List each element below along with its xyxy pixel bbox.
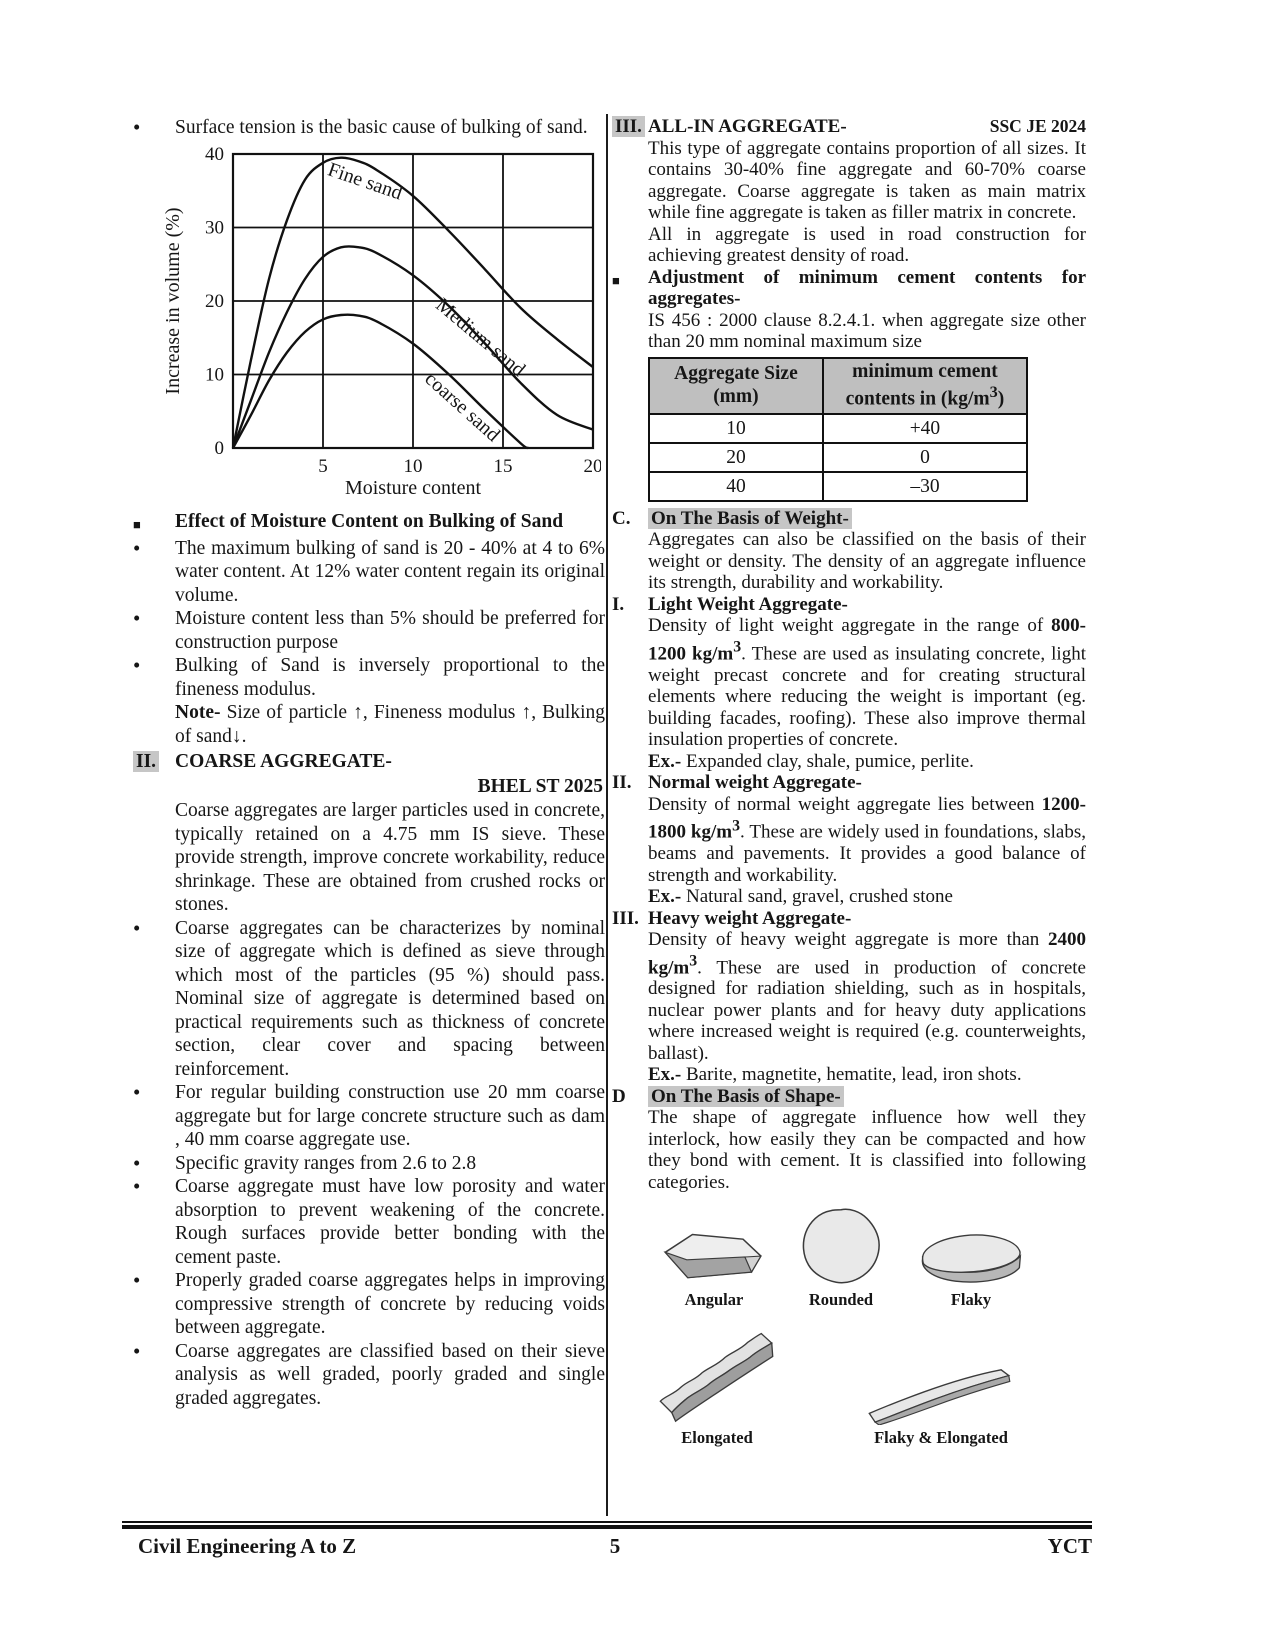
bulking-chart-svg bbox=[149, 146, 601, 498]
shape-label: Elongated bbox=[681, 1427, 753, 1447]
rounded-shape-figure bbox=[796, 1205, 886, 1311]
section-title: COARSE AGGREGATE- bbox=[175, 751, 392, 772]
moisture-heading: Effect of Moisture Content on Bulking of Sand bbox=[175, 511, 564, 532]
paragraph: This type of aggregate contains proportion of all sizes. It contains 30-40% fine aggregate and 60-70% coarse aggregate. Coarse aggregate is taken as main matrix while fine aggregate is taken as filler matrix in concrete. bbox=[648, 137, 1086, 223]
paragraph: Density of normal weight aggregate lies between 1200-1800 $kg/m^3$. These are widely used in foundations, slabs, beams and pavements. It provides a good balance of strength and workability. bbox=[648, 793, 1086, 886]
bullet-icon: • bbox=[133, 606, 141, 630]
svg-text:0: 0 bbox=[214, 437, 224, 459]
exam-tag: SSC JE 2024 bbox=[989, 116, 1086, 136]
list-item bbox=[133, 607, 605, 654]
section-number: D bbox=[612, 1085, 626, 1107]
list-item bbox=[133, 116, 605, 140]
cell-adjustment: +40 bbox=[823, 414, 1027, 443]
moisture-heading-row bbox=[133, 510, 605, 537]
angular-shape-illustration bbox=[658, 1227, 770, 1287]
bullet-icon: • bbox=[133, 535, 141, 560]
section-title-row bbox=[648, 116, 1086, 138]
subsection-heading-row bbox=[612, 594, 1086, 616]
svg-text:10: 10 bbox=[403, 455, 423, 477]
section-number: II. bbox=[133, 750, 175, 774]
paragraph: Aggregates can also be classified on the basis of their weight or density. The density of an aggregate influence its strength, durability and workability. bbox=[648, 529, 1086, 594]
flaky-shape-figure bbox=[912, 1227, 1030, 1311]
bullet-text: Coarse aggregates are classified based on their sieve analysis as well graded, poorly graded and single graded aggregates. bbox=[175, 1340, 605, 1409]
left-column bbox=[133, 116, 605, 1410]
shape-label: Flaky bbox=[950, 1290, 992, 1310]
elongated-shape-figure bbox=[652, 1325, 782, 1449]
list-item bbox=[133, 1340, 605, 1411]
flaky-shape-illustration bbox=[912, 1227, 1030, 1287]
footer bbox=[122, 1534, 1092, 1559]
subsection-heading-row bbox=[612, 908, 1086, 930]
svg-text:coarse sand: coarse sand bbox=[420, 367, 505, 446]
cell-adjustment: –30 bbox=[823, 472, 1027, 501]
section-title: ALL-IN AGGREGATE- bbox=[648, 116, 847, 137]
subsection-number: I. bbox=[612, 593, 625, 615]
bulking-of-sand-chart bbox=[149, 146, 605, 505]
angular-shape-figure bbox=[658, 1227, 770, 1311]
bullet-icon: • bbox=[133, 915, 141, 940]
svg-text:Moisture content: Moisture content bbox=[344, 476, 482, 498]
intro-bullet-text: Surface tension is the basic cause of bulking of sand. bbox=[175, 117, 588, 138]
section-heading-row bbox=[612, 1086, 1086, 1108]
subsection-number: III. bbox=[612, 907, 639, 929]
subsection-number: II. bbox=[612, 772, 632, 794]
subsection-heading-row bbox=[612, 772, 1086, 794]
column-header-min-cement: minimum cement contents in $(kg/m^3)$ bbox=[823, 358, 1027, 414]
note-label: Note- bbox=[175, 702, 221, 723]
square-bullet-icon: ■ bbox=[133, 517, 141, 532]
cell-size: 10 bbox=[649, 414, 823, 443]
paragraph: Density of light weight aggregate in the range of 800-1200 $kg/m^3$. These are used as insulating concrete, light weight precast concrete and for creating structural elements where reducing the weight is important (eg. building facades, roofing). These also improve thermal insulation properties of concrete. bbox=[648, 615, 1086, 751]
svg-text:40: 40 bbox=[205, 145, 224, 165]
list-item bbox=[133, 917, 605, 1082]
bullet-text: Properly graded coarse aggregates helps in improving compressive strength of concrete by reducing voids between aggregate. bbox=[175, 1270, 605, 1338]
bullet-icon: • bbox=[133, 1150, 141, 1175]
adjustment-heading-row bbox=[612, 267, 1086, 310]
cell-adjustment: 0 bbox=[823, 443, 1027, 472]
list-item bbox=[133, 1152, 605, 1176]
paragraph: Coarse aggregates are larger particles used in concrete, typically retained on a 4.75 mm IS sieve. These provide strength, improve concrete workability, reduce shrinkage. These are obtained from crushed rocks or stones. bbox=[175, 800, 605, 915]
svg-text:5: 5 bbox=[318, 455, 328, 477]
shape-label: Angular bbox=[684, 1290, 744, 1310]
cell-size: 20 bbox=[649, 443, 823, 472]
paragraph: Density of heavy weight aggregate is more than 2400 $kg/m^3$. These are used in production of concrete designed for radiation shielding, such as in hospitals, nuclear power plants and for heavy duty applications where increased weight is required (e.g. counterweights, ballast). bbox=[648, 929, 1086, 1064]
bullet-text: Specific gravity ranges from 2.6 to 2.8 bbox=[175, 1152, 477, 1174]
svg-text:20: 20 bbox=[205, 290, 224, 312]
bullet-icon: • bbox=[133, 1268, 141, 1292]
square-bullet-icon: ■ bbox=[612, 272, 620, 288]
paragraph: All in aggregate is used in road construction for achieving greatest density of road. bbox=[648, 223, 1086, 266]
flaky-elongated-shape-illustration bbox=[862, 1363, 1020, 1425]
section-number: III. bbox=[612, 116, 648, 138]
example-line: Ex.- Natural sand, gravel, crushed stone bbox=[648, 886, 953, 907]
bullet-icon: • bbox=[133, 653, 141, 677]
bullet-text: The maximum bulking of sand is 20 - 40% at 4 to 6% water content. At 12% water content regain its original volume. bbox=[175, 537, 605, 606]
bullet-icon: • bbox=[133, 1174, 141, 1198]
section-heading-row bbox=[612, 508, 1086, 530]
table-row bbox=[649, 414, 1027, 443]
table-row bbox=[649, 472, 1027, 501]
footer-book-title: Civil Engineering A to Z bbox=[138, 1534, 357, 1558]
list-item bbox=[133, 1269, 605, 1340]
example-line: Ex.- Barite, magnetite, hematite, lead, iron shots. bbox=[648, 1064, 1022, 1086]
adjustment-heading: Adjustment of minimum cement contents for aggregates- bbox=[648, 266, 1086, 309]
right-column bbox=[612, 116, 1086, 1448]
exam-tag: BHEL ST 2025 bbox=[477, 775, 603, 797]
svg-text:Medium sand: Medium sand bbox=[431, 293, 530, 381]
bullet-text: Bulking of Sand is inversely proportional to the fineness modulus. bbox=[175, 655, 605, 700]
bullet-text: Coarse aggregate must have low porosity and water absorption to prevent weakening of the concrete. Rough surfaces provide better bonding with the cement paste. bbox=[175, 1176, 605, 1268]
shape-figure-row-2 bbox=[652, 1325, 1086, 1449]
svg-text:Fine sand: Fine sand bbox=[324, 158, 406, 204]
bullet-text: Moisture content less than 5% should be preferred for construction purpose bbox=[175, 608, 605, 653]
paragraph: IS 456 : 2000 clause 8.2.4.1. when aggregate size other than 20 mm nominal maximum size bbox=[648, 309, 1086, 352]
elongated-shape-illustration bbox=[652, 1325, 782, 1425]
svg-text:10: 10 bbox=[205, 364, 224, 385]
bullet-text: Coarse aggregates can be characterizes by nominal size of aggregate which is defined as sieve through which most of the particles (95 %) should pass. Nominal size of aggregate is determined based on practical requirements such as thickness of concrete section, clear cover and spacing between reinforcement. bbox=[175, 917, 605, 1080]
svg-text:15: 15 bbox=[493, 455, 513, 477]
list-item bbox=[133, 654, 605, 701]
section-title: On The Basis of Shape- bbox=[648, 1086, 1086, 1108]
footer-page-number: 5 bbox=[609, 1534, 621, 1558]
bullet-icon: • bbox=[133, 1338, 141, 1363]
table-header-row bbox=[649, 358, 1027, 414]
note-text: Size of particle ↑, Fineness modulus ↑, Bulking of sand↓. bbox=[175, 702, 605, 747]
list-item bbox=[133, 1081, 605, 1152]
note-line bbox=[175, 701, 605, 748]
shape-figure-row-1 bbox=[658, 1205, 1086, 1311]
footer-publisher: YCT bbox=[1047, 1534, 1092, 1558]
shape-label: Flaky & Elongated bbox=[874, 1427, 1008, 1447]
section-heading-row bbox=[133, 750, 605, 774]
rounded-shape-illustration bbox=[796, 1205, 886, 1287]
cell-size: 40 bbox=[649, 472, 823, 501]
subsection-title: Normal weight Aggregate- bbox=[648, 772, 862, 794]
section-heading-row bbox=[612, 116, 1086, 138]
column-header-aggregate-size: Aggregate Size (mm) bbox=[649, 358, 823, 414]
subsection-title: Light Weight Aggregate- bbox=[648, 593, 848, 615]
shape-label: Rounded bbox=[808, 1290, 874, 1310]
example-line: Ex.- Expanded clay, shale, pumice, perlite. bbox=[648, 750, 974, 772]
svg-text:Increase in volume (%): Increase in volume (%) bbox=[162, 206, 184, 395]
section-number: C. bbox=[612, 507, 631, 529]
svg-text:30: 30 bbox=[205, 217, 224, 238]
flaky-elongated-shape-figure bbox=[862, 1363, 1020, 1449]
bullet-icon: • bbox=[133, 115, 141, 139]
footer-rule bbox=[122, 1521, 1092, 1529]
list-item bbox=[133, 537, 605, 608]
column-divider bbox=[606, 114, 608, 1516]
section-title: On The Basis of Weight- bbox=[648, 508, 1086, 530]
cement-adjustment-table bbox=[648, 357, 1028, 502]
paragraph: The shape of aggregate influence how well they interlock, how easily they can be compacted and how they bond with cement. It is classified into following categories. bbox=[648, 1107, 1086, 1193]
list-item bbox=[133, 1175, 605, 1269]
bullet-icon: • bbox=[133, 1080, 141, 1104]
table-row bbox=[649, 443, 1027, 472]
subsection-title: Heavy weight Aggregate- bbox=[648, 907, 852, 929]
bullet-text: For regular building construction use 20 mm coarse aggregate but for large concrete structure such as dam , 40 mm coarse aggregate use. bbox=[175, 1082, 605, 1150]
svg-text:20: 20 bbox=[583, 455, 601, 477]
